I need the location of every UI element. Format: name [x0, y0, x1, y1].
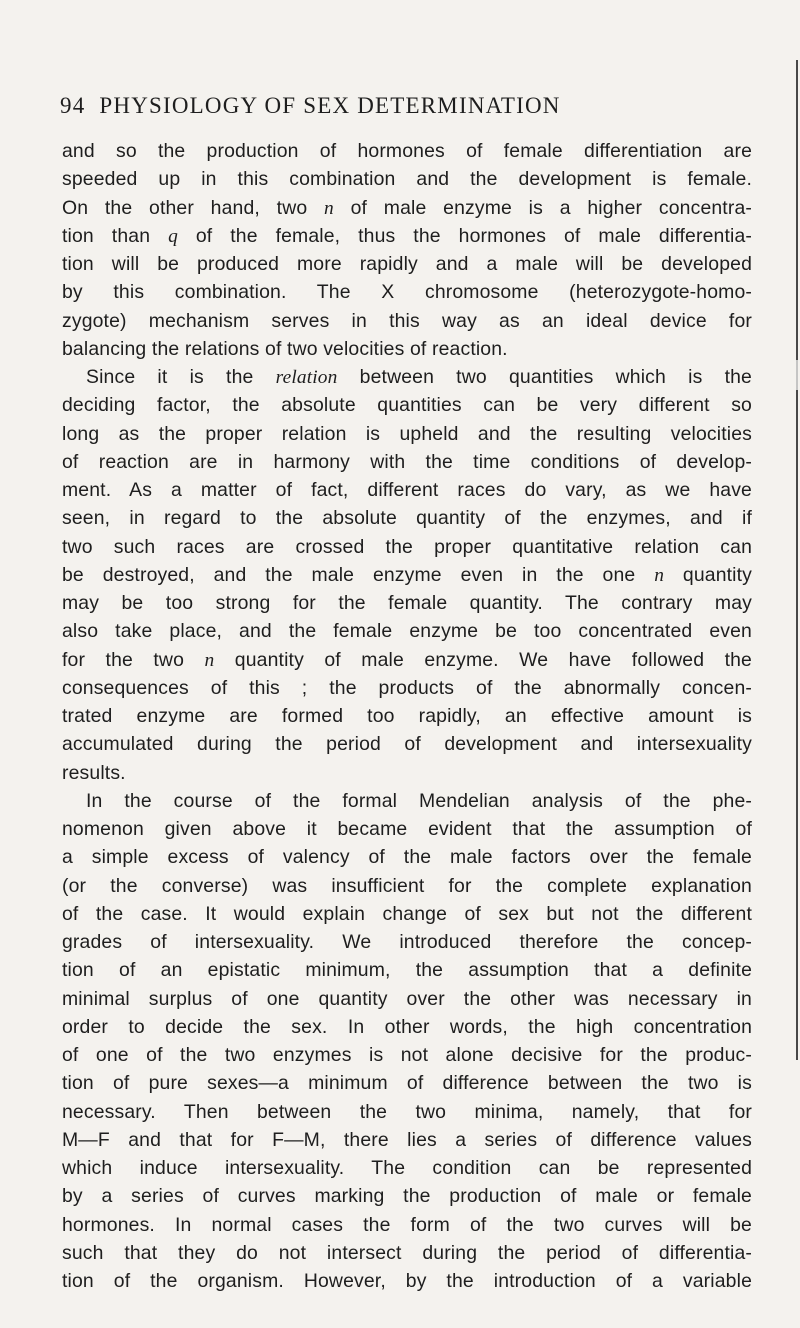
text-line [62, 815, 752, 843]
text-line [62, 448, 752, 476]
text-segment: also take place, and the female enzyme be too concentrated even [62, 620, 752, 643]
text-segment: of male enzyme is a higher concentra- [333, 196, 752, 219]
text-segment: nomenon given above it became evident that the assumption of [62, 818, 752, 840]
text-line [62, 1013, 752, 1041]
text-line [62, 674, 752, 702]
text-segment: ment. As a matter of fact, different races do vary, as we have [62, 479, 752, 501]
text-segment: consequences of this ; the products of the abnormally concen- [62, 676, 752, 699]
running-header [60, 92, 760, 120]
page-number: 94 [60, 93, 86, 118]
text-segment: In the course of the formal Mendelian analysis of the phe- [86, 789, 752, 812]
italic-term: n [204, 649, 215, 671]
text-segment: long as the proper relation is upheld and the resulting velocities [62, 422, 752, 445]
italic-term: n [654, 564, 665, 586]
text-line [62, 1126, 752, 1154]
text-line [62, 335, 752, 363]
text-segment: M—F and that for F—M, there lies a series of difference values [62, 1128, 752, 1151]
text-line [62, 1041, 752, 1069]
text-segment: speeded up in this combination and the development is female. [62, 168, 752, 191]
text-segment: Since it is the [86, 366, 276, 388]
text-segment: may be too strong for the female quantity. The contrary may [62, 592, 752, 614]
text-segment: of one of the two enzymes is not alone decisive for the produc- [62, 1044, 752, 1066]
text-segment: for the two [62, 648, 205, 671]
text-segment: (or the converse) was insufficient for the complete explanation [62, 874, 752, 897]
text-segment: results. [62, 761, 126, 784]
text-segment: two such races are crossed the proper quantitative relation can [62, 535, 752, 558]
text-segment: deciding factor, the absolute quantities can be very different so [62, 394, 752, 417]
text-line [62, 617, 752, 645]
text-segment: tion of pure sexes—a minimum of difference between the two is [62, 1072, 752, 1095]
text-line [62, 1098, 752, 1126]
text-line [62, 1211, 752, 1239]
text-segment: tion of an epistatic minimum, the assumption that a definite [62, 959, 752, 982]
text-segment: a simple excess of valency of the male factors over the female [62, 846, 752, 869]
text-line [62, 928, 752, 956]
text-line [62, 956, 752, 984]
text-segment: of the female, thus the hormones of male differentia- [177, 224, 752, 247]
text-line [62, 843, 752, 871]
text-line [62, 222, 752, 250]
text-line [62, 589, 752, 617]
text-line [62, 759, 752, 787]
text-segment: quantity of male enzyme. We have followed the [214, 648, 752, 671]
text-segment: quantity [664, 563, 752, 586]
text-line [62, 900, 752, 928]
text-line [62, 787, 752, 815]
text-segment: of the case. It would explain change of sex but not the different [62, 902, 752, 925]
text-line [62, 1267, 752, 1295]
text-line [62, 391, 752, 419]
text-line [62, 1069, 752, 1097]
text-line [62, 363, 752, 391]
text-segment: order to decide the sex. In other words, the high concentration [62, 1015, 752, 1038]
text-line [62, 1239, 752, 1267]
text-line [62, 250, 752, 278]
text-segment: by a series of curves marking the production of male or female [62, 1185, 752, 1208]
text-segment: by this combination. The X chromosome (heterozygote-homo- [62, 281, 752, 304]
text-segment: seen, in regard to the absolute quantity of the enzymes, and if [62, 507, 752, 530]
text-line [62, 504, 752, 532]
running-title: PHYSIOLOGY OF SEX DETERMINATION [99, 93, 561, 118]
text-segment: trated enzyme are formed too rapidly, an effective amount is [62, 705, 752, 727]
text-segment: and so the production of hormones of female differentiation are [62, 140, 752, 162]
text-line [62, 872, 752, 900]
text-segment: be destroyed, and the male enzyme even in the one [62, 563, 655, 586]
text-line [62, 476, 752, 504]
text-line [62, 702, 752, 730]
text-line [62, 985, 752, 1013]
text-segment: grades of intersexuality. We introduced therefore the concep- [62, 931, 752, 953]
text-segment: balancing the relations of two velocities of reaction. [62, 337, 508, 360]
text-segment: zygote) mechanism serves in this way as an ideal device for [62, 309, 752, 332]
text-segment: of reaction are in harmony with the time conditions of develop- [62, 450, 752, 473]
text-line [62, 420, 752, 448]
text-segment: On the other hand, two [62, 196, 325, 219]
text-line [62, 278, 752, 306]
text-line [62, 561, 752, 589]
text-line [62, 1182, 752, 1210]
page-edge-shadow [796, 60, 798, 1060]
italic-term: relation [275, 367, 338, 388]
italic-term: q [168, 225, 178, 247]
text-line [62, 730, 752, 758]
text-segment: which induce intersexuality. The condition can be represented [62, 1157, 752, 1179]
text-segment: tion will be produced more rapidly and a male will be developed [62, 253, 752, 275]
text-line [62, 194, 752, 222]
text-line [62, 1154, 752, 1182]
text-segment: minimal surplus of one quantity over the other was necessary in [62, 987, 752, 1010]
body-text [62, 137, 752, 1295]
text-segment: tion of the organism. However, by the introduction of a variable [62, 1270, 752, 1292]
text-line [62, 533, 752, 561]
text-line [62, 165, 752, 193]
text-segment: necessary. Then between the two minima, namely, that for [62, 1100, 752, 1123]
text-line [62, 307, 752, 335]
text-segment: accumulated during the period of development and intersexuality [62, 733, 752, 756]
text-segment: tion than [62, 224, 169, 247]
text-line [62, 137, 752, 165]
text-segment: between two quantities which is the [337, 366, 752, 388]
text-segment: hormones. In normal cases the form of the two curves will be [62, 1213, 752, 1236]
text-line [62, 646, 752, 674]
italic-term: n [324, 197, 334, 219]
text-segment: such that they do not intersect during the period of differentia- [62, 1241, 752, 1264]
